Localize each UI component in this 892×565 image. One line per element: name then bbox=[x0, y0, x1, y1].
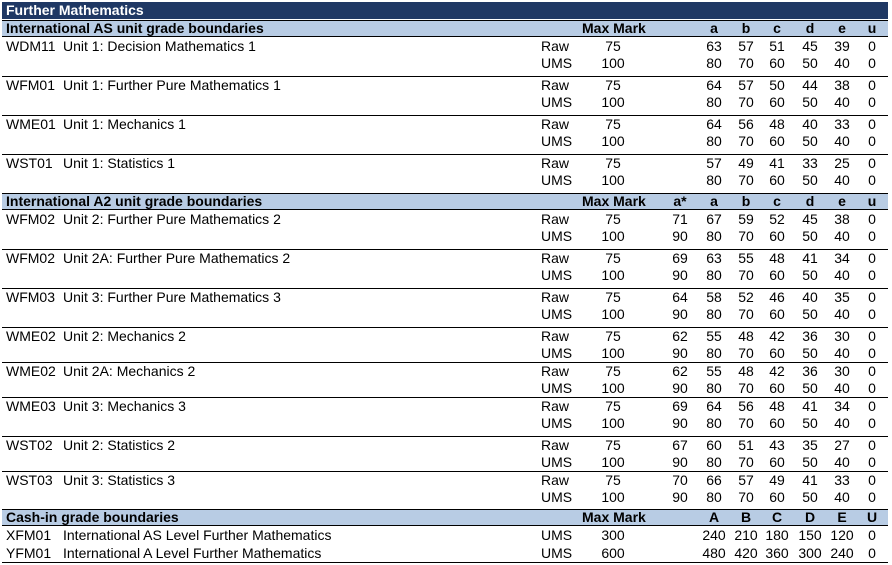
grade-mark: 0 bbox=[868, 94, 876, 110]
grade-header: e bbox=[838, 193, 846, 209]
grade-mark: 46 bbox=[769, 289, 785, 305]
max-mark-value: 75 bbox=[605, 472, 621, 488]
grade-mark: 40 bbox=[834, 228, 850, 244]
grade-header: e bbox=[838, 20, 846, 36]
grade-mark: 0 bbox=[868, 545, 876, 561]
grade-mark: 64 bbox=[706, 116, 722, 132]
grade-mark: 40 bbox=[834, 55, 850, 71]
grade-mark: 41 bbox=[802, 398, 818, 414]
grade-header: a bbox=[710, 193, 718, 209]
max-mark-value: 75 bbox=[605, 289, 621, 305]
unit-name: Unit 3: Further Pure Mathematics 3 bbox=[63, 289, 281, 305]
grade-mark: 420 bbox=[734, 545, 758, 561]
grade-mark: 55 bbox=[706, 328, 722, 344]
grade-mark: 0 bbox=[868, 527, 876, 543]
max-mark-value: 75 bbox=[605, 211, 621, 227]
max-mark-value: 75 bbox=[605, 77, 621, 93]
raw-label: Raw bbox=[541, 289, 570, 305]
grade-header: b bbox=[741, 193, 751, 209]
grade-mark: 70 bbox=[738, 489, 754, 505]
row-divider bbox=[2, 562, 888, 563]
grade-mark: 36 bbox=[802, 363, 818, 379]
grade-mark: 240 bbox=[830, 545, 854, 561]
grade-mark: 67 bbox=[706, 211, 722, 227]
max-mark-value: 100 bbox=[601, 454, 625, 470]
section-heading: International AS unit grade boundaries bbox=[6, 20, 264, 36]
grade-mark: 52 bbox=[738, 289, 754, 305]
ums-label: UMS bbox=[541, 306, 573, 322]
max-mark-value: 100 bbox=[601, 306, 625, 322]
grade-mark: 60 bbox=[769, 380, 785, 396]
grade-mark: 90 bbox=[672, 267, 688, 283]
grade-mark: 40 bbox=[834, 415, 850, 431]
grade-mark: 50 bbox=[802, 380, 818, 396]
grade-mark: 33 bbox=[802, 155, 818, 171]
grade-mark: 70 bbox=[738, 267, 754, 283]
grade-mark: 50 bbox=[802, 228, 818, 244]
grade-mark: 70 bbox=[738, 133, 754, 149]
grade-mark: 48 bbox=[769, 250, 785, 266]
grade-mark: 42 bbox=[769, 363, 785, 379]
page-title: Further Mathematics bbox=[2, 2, 888, 19]
unit-code: WFM02 bbox=[6, 250, 55, 266]
unit-name: Unit 3: Statistics 3 bbox=[63, 472, 176, 488]
grade-mark: 43 bbox=[769, 437, 785, 453]
grade-mark: 70 bbox=[738, 380, 754, 396]
grade-mark: 70 bbox=[738, 94, 754, 110]
grade-mark: 40 bbox=[802, 116, 818, 132]
ums-label: UMS bbox=[541, 380, 573, 396]
max-mark-value: 75 bbox=[605, 250, 621, 266]
grade-mark: 50 bbox=[802, 94, 818, 110]
raw-label: Raw bbox=[541, 437, 570, 453]
grade-header: A bbox=[708, 509, 720, 525]
unit-name: Unit 2A: Further Pure Mathematics 2 bbox=[63, 250, 291, 266]
grade-mark: 56 bbox=[738, 116, 754, 132]
raw-label: Raw bbox=[541, 38, 570, 54]
grade-mark: 80 bbox=[706, 172, 722, 188]
grade-mark: 80 bbox=[706, 55, 722, 71]
grade-mark: 60 bbox=[769, 489, 785, 505]
grade-mark: 64 bbox=[706, 77, 722, 93]
ums-label: UMS bbox=[541, 527, 573, 543]
max-mark-header: Max Mark bbox=[582, 20, 646, 36]
grade-mark: 40 bbox=[834, 94, 850, 110]
max-mark-value: 100 bbox=[601, 267, 625, 283]
grade-mark: 30 bbox=[834, 363, 850, 379]
grade-mark: 56 bbox=[738, 398, 754, 414]
grade-header: d bbox=[805, 20, 815, 36]
grade-mark: 60 bbox=[769, 415, 785, 431]
grade-header: u bbox=[867, 20, 877, 36]
grade-mark: 51 bbox=[738, 437, 754, 453]
grade-mark: 60 bbox=[706, 437, 722, 453]
grade-mark: 0 bbox=[868, 172, 876, 188]
grade-mark: 57 bbox=[706, 155, 722, 171]
grade-mark: 90 bbox=[672, 306, 688, 322]
raw-label: Raw bbox=[541, 472, 570, 488]
unit-code: WME03 bbox=[6, 398, 56, 414]
unit-code: WFM03 bbox=[6, 289, 55, 305]
grade-mark: 35 bbox=[834, 289, 850, 305]
grade-mark: 41 bbox=[802, 250, 818, 266]
grade-header: c bbox=[773, 20, 781, 36]
grade-mark: 80 bbox=[706, 94, 722, 110]
grade-mark: 40 bbox=[834, 267, 850, 283]
grade-mark: 70 bbox=[738, 454, 754, 470]
unit-name: Unit 2: Further Pure Mathematics 2 bbox=[63, 211, 281, 227]
grade-mark: 69 bbox=[672, 398, 688, 414]
grade-mark: 60 bbox=[769, 267, 785, 283]
grade-mark: 70 bbox=[738, 228, 754, 244]
grade-mark: 63 bbox=[706, 250, 722, 266]
grade-mark: 0 bbox=[868, 77, 876, 93]
grade-mark: 0 bbox=[868, 250, 876, 266]
grade-mark: 0 bbox=[868, 133, 876, 149]
grade-header: b bbox=[741, 20, 751, 36]
grade-mark: 40 bbox=[834, 133, 850, 149]
raw-label: Raw bbox=[541, 77, 570, 93]
grade-header: d bbox=[805, 193, 815, 209]
grade-mark: 33 bbox=[834, 472, 850, 488]
grade-mark: 34 bbox=[834, 250, 850, 266]
grade-mark: 0 bbox=[868, 398, 876, 414]
grade-mark: 48 bbox=[738, 328, 754, 344]
ums-label: UMS bbox=[541, 55, 573, 71]
grade-mark: 120 bbox=[830, 527, 854, 543]
grade-mark: 40 bbox=[834, 489, 850, 505]
raw-label: Raw bbox=[541, 250, 570, 266]
unit-name: Unit 2: Statistics 2 bbox=[63, 437, 176, 453]
grade-mark: 0 bbox=[868, 289, 876, 305]
grade-mark: 64 bbox=[672, 289, 688, 305]
grade-mark: 0 bbox=[868, 211, 876, 227]
grade-mark: 60 bbox=[769, 172, 785, 188]
grade-mark: 300 bbox=[798, 545, 822, 561]
grade-mark: 90 bbox=[672, 489, 688, 505]
grade-mark: 180 bbox=[765, 527, 789, 543]
grade-mark: 59 bbox=[738, 211, 754, 227]
grade-mark: 60 bbox=[769, 55, 785, 71]
grade-mark: 57 bbox=[738, 472, 754, 488]
grade-mark: 40 bbox=[834, 380, 850, 396]
grade-mark: 44 bbox=[802, 77, 818, 93]
grade-mark: 39 bbox=[834, 38, 850, 54]
max-mark-value: 75 bbox=[605, 155, 621, 171]
ums-label: UMS bbox=[541, 454, 573, 470]
grade-header: B bbox=[740, 509, 752, 525]
grade-mark: 240 bbox=[702, 527, 726, 543]
ums-label: UMS bbox=[541, 415, 573, 431]
grade-mark: 57 bbox=[738, 38, 754, 54]
ums-label: UMS bbox=[541, 228, 573, 244]
grade-mark: 80 bbox=[706, 228, 722, 244]
max-mark-value: 100 bbox=[601, 133, 625, 149]
grade-mark: 50 bbox=[802, 454, 818, 470]
grade-mark: 30 bbox=[834, 328, 850, 344]
grade-mark: 58 bbox=[706, 289, 722, 305]
grade-mark: 36 bbox=[802, 328, 818, 344]
grade-mark: 51 bbox=[769, 38, 785, 54]
raw-label: Raw bbox=[541, 363, 570, 379]
grade-mark: 45 bbox=[802, 38, 818, 54]
grade-mark: 60 bbox=[769, 306, 785, 322]
grade-mark: 57 bbox=[738, 77, 754, 93]
grade-mark: 0 bbox=[868, 116, 876, 132]
max-mark-value: 75 bbox=[605, 437, 621, 453]
grade-mark: 52 bbox=[769, 211, 785, 227]
grade-mark: 48 bbox=[738, 363, 754, 379]
grade-mark: 80 bbox=[706, 133, 722, 149]
grade-mark: 62 bbox=[672, 328, 688, 344]
grade-mark: 60 bbox=[769, 454, 785, 470]
grade-mark: 63 bbox=[706, 38, 722, 54]
max-mark-header: Max Mark bbox=[582, 509, 646, 525]
grade-mark: 49 bbox=[738, 155, 754, 171]
max-mark-value: 100 bbox=[601, 172, 625, 188]
raw-label: Raw bbox=[541, 116, 570, 132]
max-mark-value: 75 bbox=[605, 116, 621, 132]
grade-mark: 150 bbox=[798, 527, 822, 543]
unit-name: Unit 2: Mechanics 2 bbox=[63, 328, 186, 344]
max-mark-value: 100 bbox=[601, 489, 625, 505]
grade-mark: 64 bbox=[706, 398, 722, 414]
grade-mark: 41 bbox=[802, 472, 818, 488]
grade-mark: 45 bbox=[802, 211, 818, 227]
grade-mark: 0 bbox=[868, 345, 876, 361]
unit-name: Unit 3: Mechanics 3 bbox=[63, 398, 186, 414]
grade-mark: 80 bbox=[706, 454, 722, 470]
grade-mark: 60 bbox=[769, 133, 785, 149]
ums-label: UMS bbox=[541, 489, 573, 505]
max-mark-value: 300 bbox=[601, 527, 625, 543]
section-heading: Cash-in grade boundaries bbox=[6, 509, 179, 525]
ums-label: UMS bbox=[541, 267, 573, 283]
grade-mark: 0 bbox=[868, 380, 876, 396]
grade-mark: 0 bbox=[868, 415, 876, 431]
grade-mark: 70 bbox=[738, 306, 754, 322]
grade-mark: 0 bbox=[868, 472, 876, 488]
unit-code: WST01 bbox=[6, 155, 53, 171]
grade-mark: 0 bbox=[868, 155, 876, 171]
raw-label: Raw bbox=[541, 398, 570, 414]
grade-mark: 35 bbox=[802, 437, 818, 453]
unit-code: WDM11 bbox=[6, 38, 56, 54]
grade-mark: 50 bbox=[802, 306, 818, 322]
unit-name: Unit 1: Further Pure Mathematics 1 bbox=[63, 77, 281, 93]
grade-mark: 71 bbox=[672, 211, 688, 227]
max-mark-value: 100 bbox=[601, 415, 625, 431]
grade-mark: 50 bbox=[769, 77, 785, 93]
grade-mark: 80 bbox=[706, 306, 722, 322]
grade-mark: 90 bbox=[672, 454, 688, 470]
grade-mark: 50 bbox=[802, 489, 818, 505]
grade-mark: 80 bbox=[706, 489, 722, 505]
grade-mark: 50 bbox=[802, 133, 818, 149]
unit-name: Unit 1: Decision Mathematics 1 bbox=[63, 38, 256, 54]
grade-header: C bbox=[771, 509, 783, 525]
grade-mark: 27 bbox=[834, 437, 850, 453]
unit-code: WME02 bbox=[6, 363, 56, 379]
max-mark-value: 100 bbox=[601, 345, 625, 361]
grade-mark: 0 bbox=[868, 437, 876, 453]
qualification-name: International A Level Further Mathematics bbox=[63, 545, 322, 561]
grade-mark: 50 bbox=[802, 415, 818, 431]
ums-label: UMS bbox=[541, 133, 573, 149]
grade-mark: 67 bbox=[672, 437, 688, 453]
grade-mark: 90 bbox=[672, 345, 688, 361]
raw-label: Raw bbox=[541, 211, 570, 227]
grade-mark: 90 bbox=[672, 380, 688, 396]
grade-mark: 70 bbox=[738, 415, 754, 431]
grade-mark: 40 bbox=[834, 306, 850, 322]
grade-mark: 55 bbox=[738, 250, 754, 266]
raw-label: Raw bbox=[541, 328, 570, 344]
grade-mark: 360 bbox=[765, 545, 789, 561]
unit-code: WST02 bbox=[6, 437, 53, 453]
grade-mark: 0 bbox=[868, 489, 876, 505]
grade-mark: 60 bbox=[769, 94, 785, 110]
unit-name: Unit 2A: Mechanics 2 bbox=[63, 363, 196, 379]
unit-code: WFM02 bbox=[6, 211, 55, 227]
grade-header: a* bbox=[673, 193, 687, 209]
qualification-name: International AS Level Further Mathematics bbox=[63, 527, 332, 543]
ums-label: UMS bbox=[541, 94, 573, 110]
grade-mark: 33 bbox=[834, 116, 850, 132]
ums-label: UMS bbox=[541, 172, 573, 188]
raw-label: Raw bbox=[541, 155, 570, 171]
max-mark-value: 100 bbox=[601, 228, 625, 244]
max-mark-value: 100 bbox=[601, 94, 625, 110]
max-mark-value: 100 bbox=[601, 55, 625, 71]
grade-mark: 50 bbox=[802, 267, 818, 283]
grade-mark: 70 bbox=[738, 55, 754, 71]
grade-mark: 48 bbox=[769, 116, 785, 132]
grade-mark: 40 bbox=[834, 454, 850, 470]
grade-mark: 0 bbox=[868, 38, 876, 54]
unit-code: WFM01 bbox=[6, 77, 55, 93]
grade-mark: 50 bbox=[802, 172, 818, 188]
ums-label: UMS bbox=[541, 345, 573, 361]
grade-mark: 210 bbox=[734, 527, 758, 543]
grade-mark: 70 bbox=[738, 172, 754, 188]
unit-name: Unit 1: Mechanics 1 bbox=[63, 116, 186, 132]
unit-code: XFM01 bbox=[6, 527, 52, 543]
grade-mark: 0 bbox=[868, 328, 876, 344]
grade-header: E bbox=[837, 509, 847, 525]
section-heading: International A2 unit grade boundaries bbox=[6, 193, 263, 209]
grade-mark: 60 bbox=[769, 345, 785, 361]
max-mark-value: 75 bbox=[605, 363, 621, 379]
grade-mark: 70 bbox=[738, 345, 754, 361]
grade-mark: 80 bbox=[706, 345, 722, 361]
grade-mark: 0 bbox=[868, 306, 876, 322]
grade-mark: 60 bbox=[769, 228, 785, 244]
grade-mark: 66 bbox=[706, 472, 722, 488]
grade-mark: 40 bbox=[834, 172, 850, 188]
grade-mark: 49 bbox=[769, 472, 785, 488]
grade-mark: 0 bbox=[868, 228, 876, 244]
unit-code: YFM01 bbox=[6, 545, 52, 561]
max-mark-value: 75 bbox=[605, 38, 621, 54]
max-mark-value: 600 bbox=[601, 545, 625, 561]
grade-mark: 0 bbox=[868, 454, 876, 470]
grade-mark: 34 bbox=[834, 398, 850, 414]
max-mark-header: Max Mark bbox=[582, 193, 646, 209]
ums-label: UMS bbox=[541, 545, 573, 561]
grade-header: u bbox=[867, 193, 877, 209]
max-mark-value: 75 bbox=[605, 398, 621, 414]
grade-mark: 80 bbox=[706, 267, 722, 283]
unit-code: WST03 bbox=[6, 472, 53, 488]
grade-mark: 80 bbox=[706, 415, 722, 431]
grade-mark: 70 bbox=[672, 472, 688, 488]
grade-mark: 42 bbox=[769, 328, 785, 344]
grade-mark: 25 bbox=[834, 155, 850, 171]
grade-mark: 40 bbox=[802, 289, 818, 305]
grade-mark: 0 bbox=[868, 363, 876, 379]
max-mark-value: 75 bbox=[605, 328, 621, 344]
grade-mark: 90 bbox=[672, 415, 688, 431]
grade-header: a bbox=[710, 20, 718, 36]
grade-mark: 50 bbox=[802, 55, 818, 71]
grade-mark: 0 bbox=[868, 267, 876, 283]
unit-code: WME01 bbox=[6, 116, 56, 132]
grade-header: U bbox=[866, 509, 878, 525]
grade-mark: 38 bbox=[834, 211, 850, 227]
grade-mark: 90 bbox=[672, 228, 688, 244]
grade-mark: 69 bbox=[672, 250, 688, 266]
grade-mark: 55 bbox=[706, 363, 722, 379]
grade-header: D bbox=[804, 509, 816, 525]
grade-mark: 0 bbox=[868, 55, 876, 71]
unit-code: WME02 bbox=[6, 328, 56, 344]
grade-mark: 50 bbox=[802, 345, 818, 361]
grade-mark: 480 bbox=[702, 545, 726, 561]
unit-name: Unit 1: Statistics 1 bbox=[63, 155, 176, 171]
grade-mark: 41 bbox=[769, 155, 785, 171]
max-mark-value: 100 bbox=[601, 380, 625, 396]
grade-mark: 40 bbox=[834, 345, 850, 361]
grade-mark: 48 bbox=[769, 398, 785, 414]
grade-header: c bbox=[773, 193, 781, 209]
grade-mark: 38 bbox=[834, 77, 850, 93]
grade-mark: 80 bbox=[706, 380, 722, 396]
grade-mark: 62 bbox=[672, 363, 688, 379]
